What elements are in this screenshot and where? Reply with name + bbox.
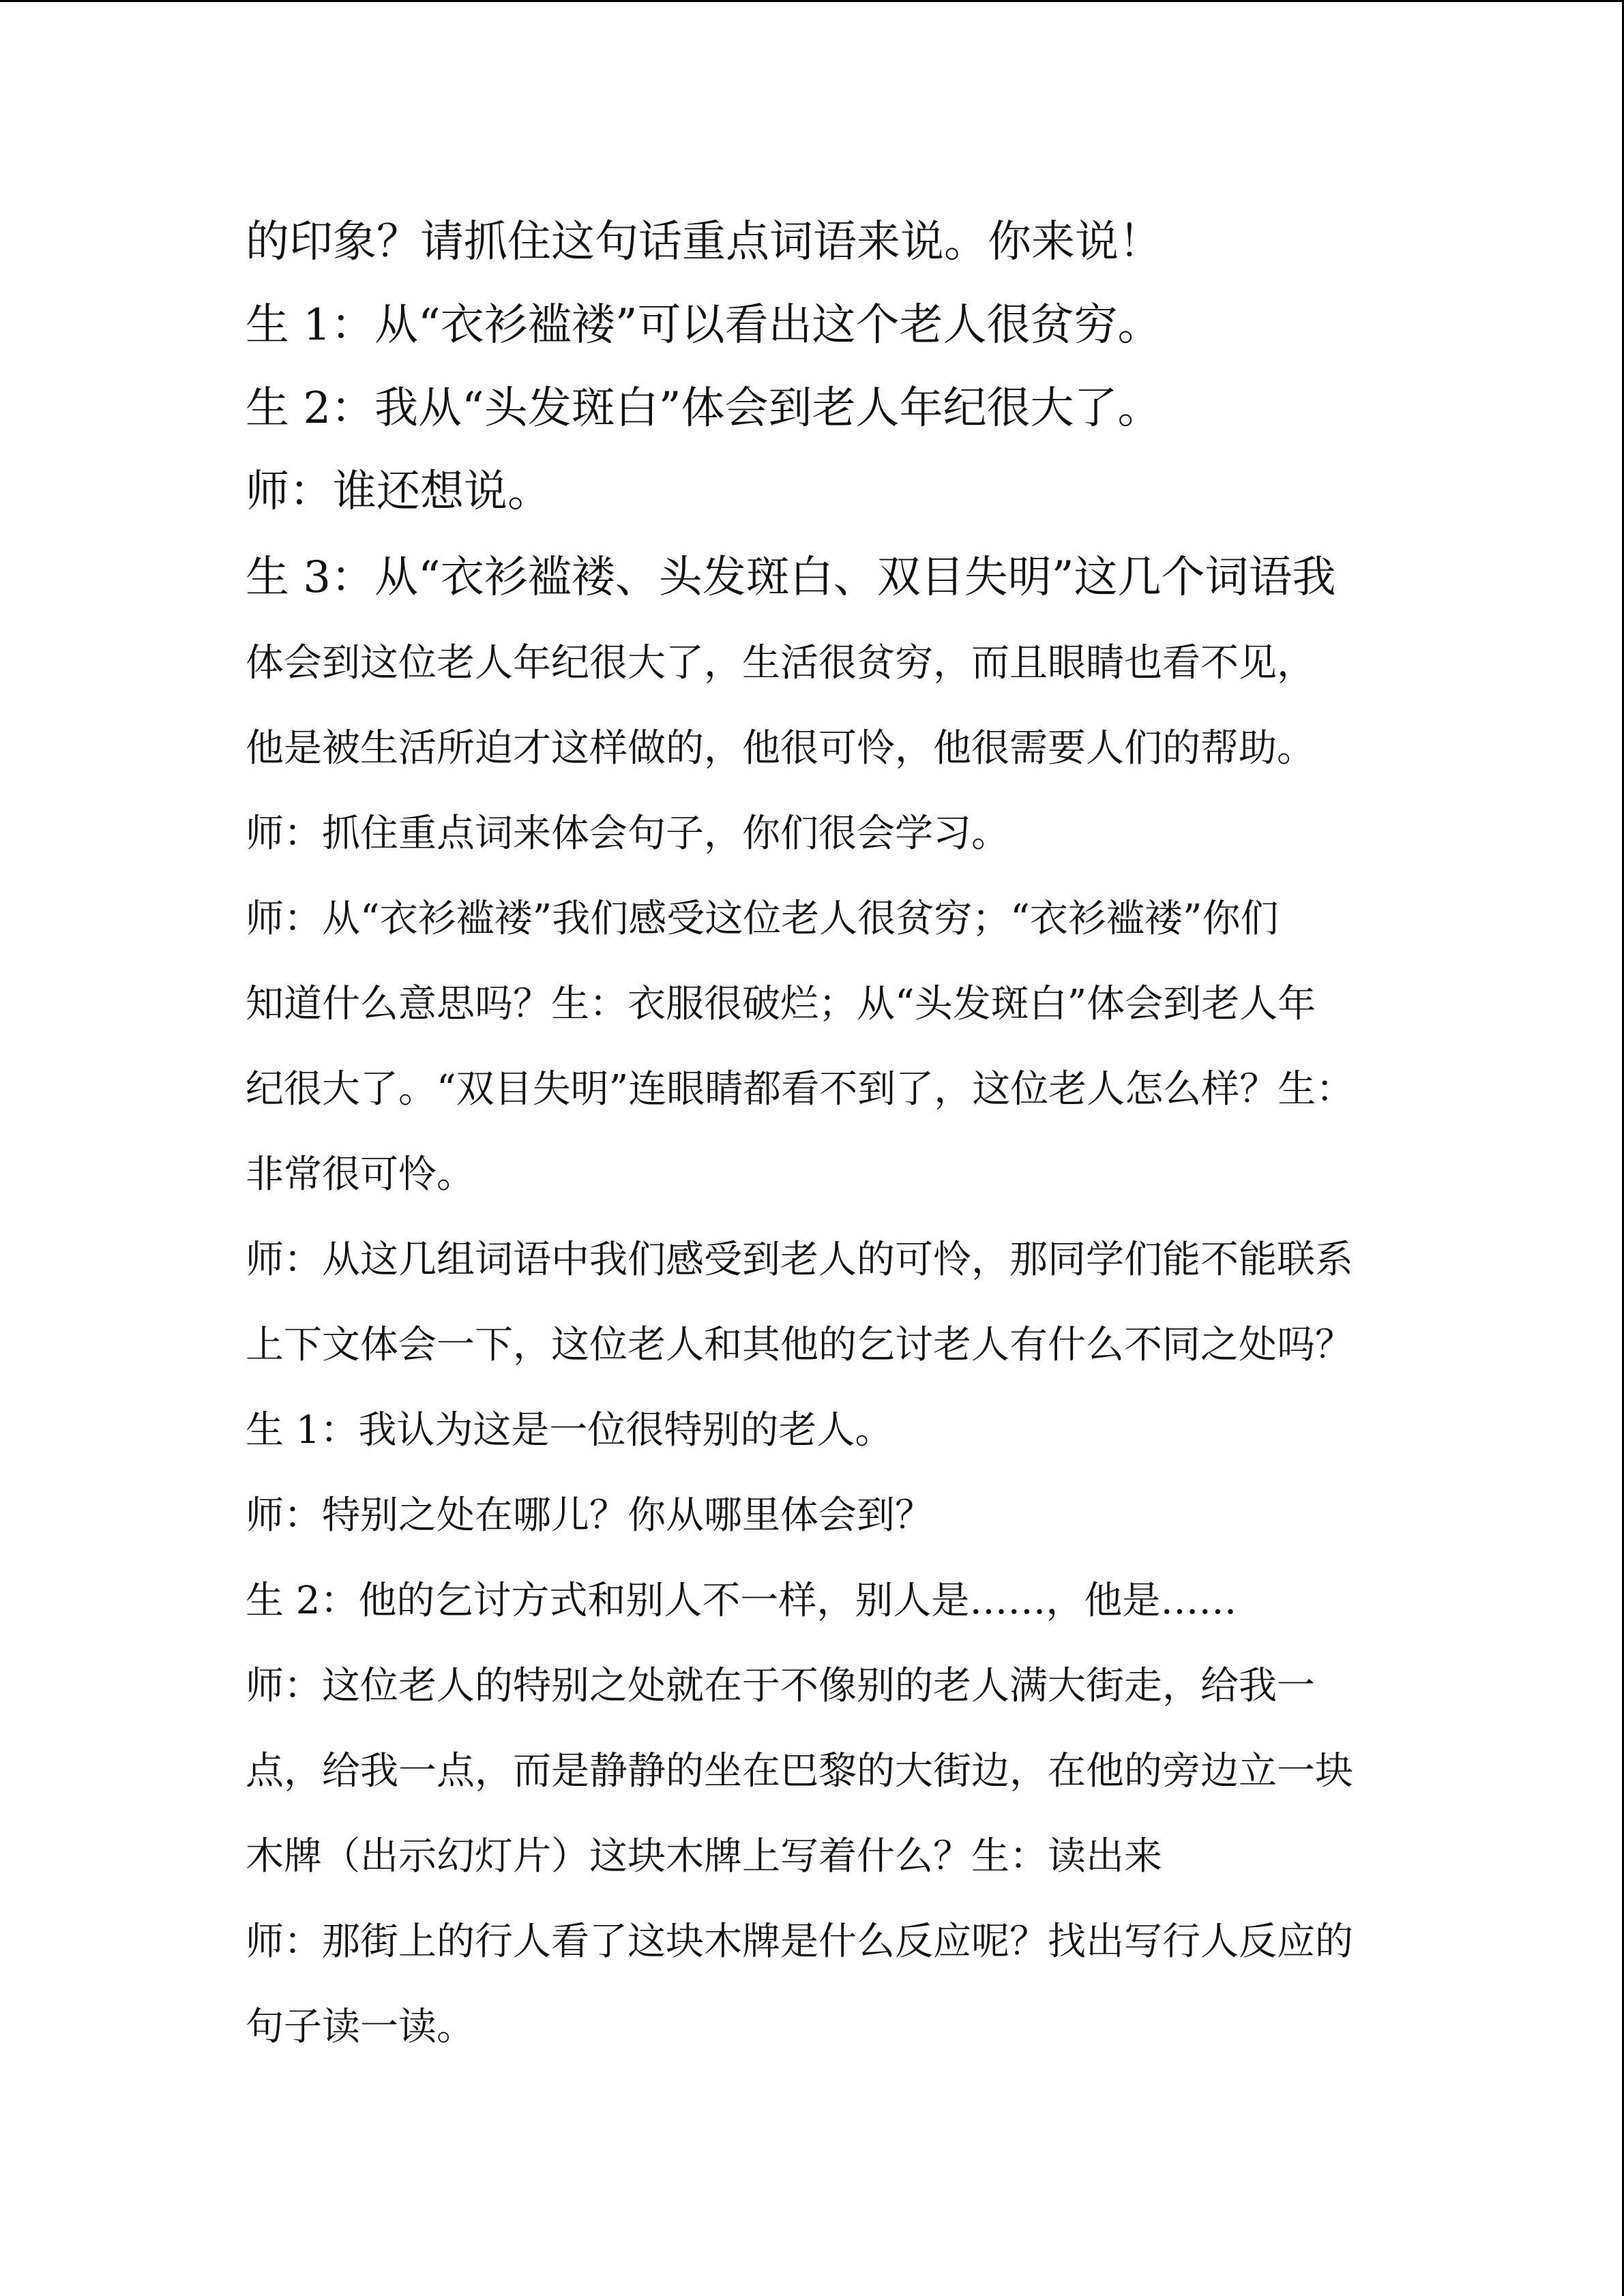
text-line: 的印象？请抓住这句话重点词语来说。你来说！	[246, 217, 1162, 267]
text-line: 纪很大了。“双目失明”连眼睛都看不到了，这位老人怎么样？生：	[246, 1067, 1355, 1112]
text-line: 师：那街上的行人看了这块木牌是什么反应呢？找出写行人反应的	[246, 1920, 1353, 1964]
text-line: 句子读一读。	[246, 2005, 475, 2049]
text-line: 体会到这位老人年纪很大了，生活很贫穷，而且眼睛也看不见，	[246, 641, 1315, 685]
text-line: 木牌（出示幻灯片）这块木牌上写着什么？生：读出来	[246, 1834, 1162, 1879]
text-line: 师：特别之处在哪儿？你从哪里体会到？	[246, 1493, 933, 1538]
text-line: 师：从这几组词语中我们感受到老人的可怜，那同学们能不能联系	[246, 1238, 1353, 1282]
text-line: 师：从“衣衫褴褛”我们感受这位老人很贫穷；“衣衫褴褛”你们	[246, 897, 1279, 941]
text-line: 他是被生活所迫才这样做的，他很可怜，他很需要人们的帮助。	[246, 726, 1315, 771]
text-line: 生 1：从“衣衫褴褛”可以看出这个老人很贫穷。	[246, 300, 1162, 351]
text-line: 生 1：我认为这是一位很特别的老人。	[246, 1408, 894, 1452]
text-line: 生 3：从“衣衫褴褛、头发斑白、双目失明”这几个词语我	[246, 552, 1336, 603]
text-line: 师：谁还想说。	[246, 466, 551, 517]
text-line: 生 2：我从“头发斑白”体会到老人年纪很大了。	[246, 383, 1162, 434]
text-line: 上下文体会一下，这位老人和其他的乞讨老人有什么不同之处吗？	[246, 1323, 1353, 1367]
text-line: 知道什么意思吗？生：衣服很破烂；从“头发斑白”体会到老人年	[246, 982, 1316, 1026]
page-top-border	[0, 0, 1624, 2]
text-line: 非常很可怜。	[246, 1152, 475, 1197]
text-line: 点，给我一点，而是静静的坐在巴黎的大街边，在他的旁边立一块	[246, 1749, 1353, 1793]
text-line: 生 2：他的乞讨方式和别人不一样，别人是……，他是……	[246, 1579, 1237, 1623]
text-line: 师：抓住重点词来体会句子，你们很会学习。	[246, 811, 1009, 856]
text-line: 师：这位老人的特别之处就在于不像别的老人满大街走，给我一	[246, 1664, 1315, 1708]
